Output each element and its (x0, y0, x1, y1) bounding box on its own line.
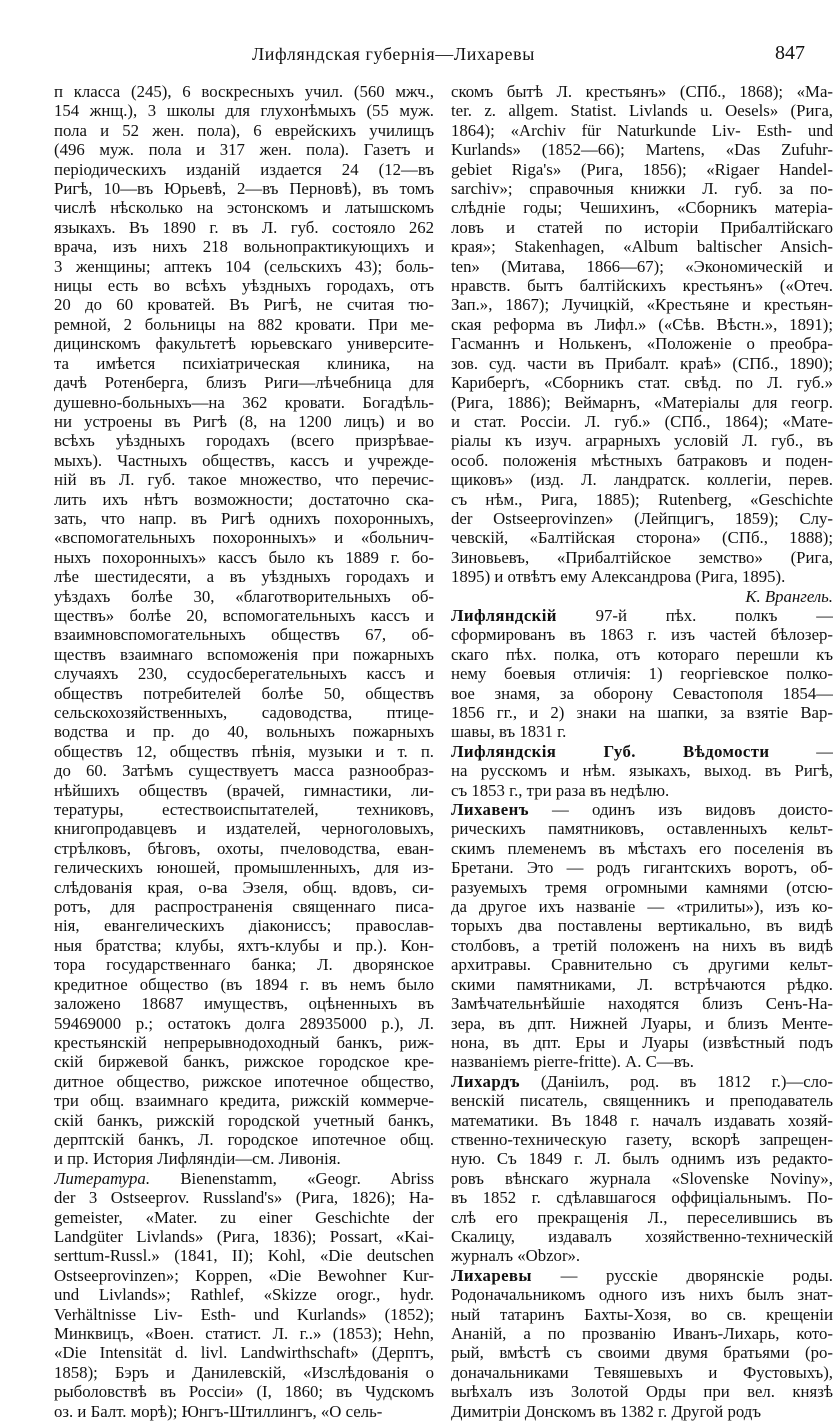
left-column-line: ремной, 2 больницы на 882 кровати. При ме- (54, 314, 434, 334)
left-column-line: скій биржевой банкъ, рижское городское кре- (54, 1052, 434, 1072)
right-column-line: Родоначальникомъ одного изъ нихъ былъ знат- (451, 1285, 833, 1305)
left-column-line: всѣхъ уѣздныхъ городахъ (всего призрѣвае- (54, 431, 434, 451)
right-column-line: Лихаревы — русскіе дворянскіе роды. (451, 1265, 833, 1285)
left-column-line: книгопродавцевъ и издателей, черноголовыхъ, (54, 819, 434, 839)
right-column-line: ный татаринъ Бахты-Хозя, во св. крещеніи (451, 1304, 833, 1324)
right-column-line: венскій писатель, священникъ и преподаватель (451, 1091, 833, 1111)
right-column-line: 1864); «Archiv für Naturkunde Liv- Esth- und (451, 120, 833, 140)
left-column-line: Ostseeprovinzen»; Koppen, «Die Bewohner Kur- (54, 1265, 434, 1285)
left-column-line: нія, евангелическихъ діакониссъ; православ- (54, 916, 434, 936)
right-column-line: особ. положенія мѣстныхъ батраковъ и поден- (451, 450, 833, 470)
left-column-line: Verhältnisse Liv- Esth- und Kurlands» (1852); (54, 1304, 434, 1324)
right-column-line: Ананій, а по прозванію Иванъ-Лихарь, кото- (451, 1324, 833, 1343)
right-column-line: ловъ и статей по исторіи Прибалтійскаго (451, 217, 833, 237)
left-column-line: лѣе шестидесяти, а въ уѣздныхъ городахъ и (54, 567, 434, 587)
right-column-line: шавы, въ 1831 г. (451, 722, 567, 742)
left-column-line: ществъ» болѣе 20, вспомогательныхъ кассъ и (54, 605, 434, 625)
left-column-line: дерптскій банкъ, Л. городское ипотечное общ. (54, 1129, 434, 1149)
right-column-line: выѣхалъ изъ Золотой Орды при вел. князѣ (451, 1382, 833, 1402)
right-column-line: журналъ «Obzor». (451, 1246, 581, 1266)
right-column-line: К. Врангель. (745, 586, 833, 606)
left-column-line: (496 муж. пола и 317 жен. пола). Газетъ и (54, 140, 434, 160)
right-column-line: математики. Въ 1848 г. началъ издавать хозяй- (451, 1110, 833, 1130)
right-column-line: нему боевыя отличія: 1) георгіевское полко- (451, 664, 833, 684)
left-column-line: гелическихъ юношей, промышленныхъ, для из- (54, 858, 434, 878)
right-column-line: ріалы къ изуч. аграрныхъ условій Л. губ., въ (451, 431, 833, 451)
left-column-line: дицинскомъ факультетѣ юрьевскаго университе- (54, 334, 434, 354)
right-column-line: Kurlands» (1852—66); Martens, «Das Zufuhr- (451, 140, 833, 160)
left-column-line: уѣздахъ болѣе 30, «благотворительныхъ об- (54, 586, 434, 606)
left-column-line: та имѣется психіатрическая клиника, на (54, 353, 434, 373)
left-column-line: тературы, естествоиспытателей, техниковъ, (54, 800, 434, 820)
right-column-line: слѣ его прекращенія Л., переселившись въ (451, 1207, 833, 1227)
right-column-line: 1895) и отвѣтъ ему Александрова (Рига, 1895). (451, 567, 786, 587)
right-column-line: архитравы. Сравнительно съ другими кельт- (451, 955, 833, 975)
right-column-line: Бретани. Это — родъ гигантскихъ воротъ, об- (451, 858, 833, 878)
left-column-line: рыболовствѣ въ Россіи» (I, 1860; въ Чудскомъ (54, 1382, 434, 1402)
right-column-line: Замѣчательнѣйшіе находятся близъ Сенъ-На- (451, 994, 833, 1014)
right-column-line: der Ostseeprovinzen» (Лейпцигъ, 1859); Слу- (451, 508, 833, 528)
right-column-line: да другое ихъ названіе — «трилиты»), изъ ко- (451, 897, 833, 917)
left-column-line: взаимновспомогательныхъ обществъ 67, об- (54, 625, 434, 645)
right-column-line: 1856 гг., и 2) знаки на шапки, за взятіе Вар- (451, 703, 833, 722)
left-column-line: п класса (245), 6 воскресныхъ учил. (560 мжч., (54, 82, 434, 101)
right-column-line: ская реформа въ Лифл.» («Сѣв. Вѣстн.», 1891); (451, 314, 833, 334)
left-column-line: Минквицъ, «Воен. статист. Л. г..» (1853); Hehn, (54, 1324, 434, 1343)
left-column-line: 3 женщины; аптекъ 104 (сельскихъ 43); боль- (54, 256, 434, 276)
left-column-line: ротъ, для распространенія священнаго писа- (54, 897, 434, 917)
right-column-line: gebiet Riga's» (Рига, 1856); «Rigaer Handel- (451, 159, 833, 179)
right-column-line: (Рига, 1886); Веймарнъ, «Матеріалы для геогр. (451, 392, 833, 412)
right-column-line: Зап.», 1867); Лучицкій, «Крестьяне и крестьян- (451, 295, 833, 315)
right-column-line: ровъ вѣнскаго журнала «Slovenske Noviny», (451, 1168, 833, 1188)
right-column-line: sarchiv»; справочныя книжки Л. губ. за по- (451, 179, 833, 199)
right-column-line: столбовъ, а третій положенъ на нихъ въ видѣ (451, 935, 833, 955)
left-column-line: пола и 52 жен. пола), 6 еврейскихъ училищъ (54, 120, 434, 140)
running-title: Лифляндская губернія—Лихаревы (252, 44, 535, 64)
right-column-line: скомъ бытѣ Л. крестьянъ» (СПб., 1868); «Ma- (451, 82, 833, 101)
left-column-line: «Die Intensität d. livl. Landwirthschaft» (Дерптъ, (54, 1343, 434, 1363)
left-column-line: до 60. Затѣмъ существуетъ масса разнообраз- (54, 761, 434, 781)
right-column-line: зера, въ дпт. Нижней Луары, и близъ Менте- (451, 1013, 833, 1033)
left-column-line: мыхъ). Частныхъ обществъ, кассъ и учрежде- (54, 450, 434, 470)
left-column-line: 20 до 60 кроватей. Въ Ригѣ, не считая тю- (54, 295, 434, 315)
left-column-line: дачѣ Ротенберга, близъ Риги—лѣчебница для (54, 373, 434, 393)
right-column-line: сформированъ въ 1863 г. изъ частей бѣлозер- (451, 625, 833, 645)
left-column-line: ній въ Л. губ. такое множество, что перечис- (54, 470, 434, 490)
right-column-line: названіемъ pierre-fritte). А. С—въ. (451, 1052, 694, 1072)
left-column-line: три общ. взаимнаго кредита, рижскій коммерче- (54, 1091, 434, 1111)
right-column-line: скаго пѣх. полка, отъ котораго перешли къ (451, 644, 833, 664)
left-column-line: 1858); Бэръ и Данилевскій, «Изслѣдованія о (54, 1362, 434, 1382)
right-column-line: на русскомъ и нѣм. языкахъ, выход. въ Ригѣ, (451, 761, 833, 781)
left-column-line: Литература. Bienenstamm, «Geogr. Abriss (54, 1168, 434, 1188)
left-column-line: дитное общество, рижское ипотечное общество, (54, 1071, 434, 1091)
left-column-line: языкахъ. Въ 1890 г. въ Л. губ. состояло 262 (54, 217, 434, 237)
left-column-line: лить ихъ нѣтъ возможности; достаточно ска- (54, 489, 434, 509)
right-column-line: Гасманнъ и Нолькенъ, «Положеніе о преобра- (451, 334, 833, 354)
right-column-line: нона, въ дпт. Еры и Луары (извѣстный подъ (451, 1032, 833, 1052)
right-column-line: ter. z. allgem. Statist. Livlands u. Oesels» (Рига, (451, 101, 833, 121)
right-column-line: чевскій, «Балтійская сторона» (СПб., 1888); (451, 528, 833, 548)
left-column-line: водства и пр. до 40, вольныхъ пожарныхъ (54, 722, 434, 742)
left-column-line: ни устроены въ Ригѣ (8, на 1200 лицъ) и во (54, 411, 434, 431)
right-column-line: съ нѣм., Рига, 1885); Rutenberg, «Geschichte (451, 489, 833, 509)
left-column-line: ществъ взаимнаго вспоможенія при пожарныхъ (54, 644, 434, 664)
right-column-line: торыхъ два поставлены вертикально, въ видѣ (451, 916, 833, 936)
left-column-line: ницы есть во всѣхъ уѣздныхъ городахъ, отъ (54, 276, 434, 296)
right-column-line: разуемыхъ тремя огромными камнями (отсю- (451, 877, 833, 897)
left-column-line: der 3 Ostseeprov. Russland's» (Рига, 1826); Ha- (54, 1188, 434, 1208)
left-column-line: періодическихъ изданій издается 24 (12—въ (54, 159, 434, 179)
right-column-line: рическихъ памятниковъ, оставленныхъ кельт- (451, 819, 833, 839)
left-column-line: и пр. История Лифляндіи—см. Ливонія. (54, 1149, 341, 1169)
right-column-line: нравств. бытъ балтійскихъ крестьянъ» («Отеч. (451, 276, 833, 296)
right-column-line: слѣдніе годы; Чешихинъ, «Сборникъ матеріа- (451, 198, 833, 218)
left-column-line: кредитное общество (въ 1894 г. въ немъ было (54, 974, 434, 994)
right-column-line: ственно-техническую газету, вскорѣ запрещен- (451, 1129, 833, 1149)
left-column-line: 154 жнщ.), 3 школы для глухонѣмыхъ (55 муж. (54, 101, 434, 121)
left-column-line: Ригѣ, 10—въ Юрьевѣ, 2—въ Перновѣ), въ томъ (54, 179, 434, 199)
right-column-line: скими памятниками, Л. встрѣчаются рѣдко. (451, 974, 833, 994)
right-column-line: зов. суд. части въ Прибалт. краѣ» (СПб., 1890); (451, 353, 833, 373)
left-column-line: душевно-больныхъ—на 362 кровати. Богадѣль- (54, 392, 434, 412)
left-column-line: нѣйшихъ обществъ (врачей, гимнастики, ли- (54, 780, 434, 800)
left-column-line: тора государственнаго банка; Л. дворянское (54, 955, 434, 975)
left-column-line: Landgüter Livlands» (Рига, 1836); Possart, «Kai- (54, 1226, 434, 1246)
right-column-line: съ 1853 г., три раза въ недѣлю. (451, 780, 670, 800)
right-column-line: доначальниками Тевяшевыхъ и Фустовыхъ), (451, 1362, 833, 1382)
right-column-line: рый, вмѣстѣ съ своими двумя братьями (ро- (451, 1343, 833, 1363)
right-column-line: края»; Stakenhagen, «Album baltischer Ansich- (451, 237, 833, 257)
left-column-line: ныхъ похоронныхъ» кассъ было къ 1889 г. бо- (54, 547, 434, 567)
left-column-line: оз. и Балт. морѣ); Юнгъ-Штиллингъ, «О сель- (54, 1401, 383, 1421)
right-column-line: ten» (Митава, 1866—67); «Экономическій и (451, 256, 833, 276)
right-column-line: Лихавенъ — одинъ изъ видовъ доисто- (451, 800, 833, 820)
right-column-line: вое знамя, за оборону Севастополя 1854— (451, 683, 833, 703)
left-column-line: обществъ потребителей болѣе 50, обществъ (54, 683, 434, 703)
left-column-line: случаяхъ 230, ссудосберегательныхъ кассъ и (54, 664, 434, 684)
right-column-line: Скалицу, издавалъ хозяйственно-техническій (451, 1226, 833, 1246)
right-column-line: и стат. Россіи. Л. губ.» (СПб., 1864); «Мате- (451, 411, 833, 431)
right-column-line: въ 1852 г. сдѣлавшагося оффиціальнымъ. По- (451, 1188, 833, 1208)
right-column (451, 82, 833, 1421)
left-column-line: serttum-Russl.» (1841, II); Kohl, «Die deutschen (54, 1246, 434, 1266)
left-column-line: скій банкъ, рижскій городской учетный банкъ, (54, 1110, 434, 1130)
left-column-line: und Livlands»; Rathlef, «Skizze orogr., hydr. (54, 1285, 434, 1305)
left-column-line: врача, изъ нихъ 218 вольнопрактикующихъ и (54, 237, 434, 257)
left-column-line: ныя братства; клубы, яхтъ-клубы и пр.). Кон- (54, 935, 434, 955)
left-column-line: стрѣлковъ, бѣговъ, охоты, пчеловодства, еван- (54, 838, 434, 858)
left-column-line: 59469000 р.; остатокъ долга 28935000 р.), Л. (54, 1013, 434, 1033)
right-column-line: Лифляндскія Губ. Вѣдомости — (451, 741, 833, 761)
left-column-line: числѣ нѣсколько на эстонскомъ и латышскомъ (54, 198, 434, 218)
right-column-line: Зиновьевъ, «Прибалтійское земство» (Рига, (451, 547, 833, 567)
right-column-line: Лифляндскій 97-й пѣх. полкъ — (451, 605, 833, 625)
left-column-line: сельскохозяйственныхъ, садоводства, птице- (54, 703, 434, 722)
left-column-line: крестьянскій непрерывнодоходный банкъ, риж- (54, 1032, 434, 1052)
left-column-line: gemeister, «Mater. zu einer Geschichte der (54, 1207, 434, 1227)
left-column-line: заложено 18687 имуществъ, оцѣненныхъ въ (54, 994, 434, 1014)
left-column-line: обществъ 12, обществъ пѣнія, музыки и т. п. (54, 741, 434, 761)
right-column-line: Димитріи Донскомъ въ 1382 г. Другой родъ (451, 1401, 761, 1421)
left-column-line: зать, что напр. въ Ригѣ однихъ похоронныхъ, (54, 508, 434, 528)
left-column-line: «вспомогательныхъ похоронныхъ» и «больнич- (54, 528, 434, 548)
left-column-line: слѣдованія края, о-ва Эзеля, общ. вдовъ, си- (54, 877, 434, 897)
right-column-line: скимъ племенемъ въ мѣстахъ его поселенія въ (451, 838, 833, 858)
page-number: 847 (775, 42, 805, 64)
left-column (54, 82, 434, 1421)
right-column-line: щиковъ» (изд. Л. ландратск. коллегіи, перев. (451, 470, 833, 490)
right-column-line: Кариберґъ, «Сборникъ стат. свѣд. по Л. губ.» (451, 373, 833, 393)
right-column-line: ную. Съ 1849 г. Л. былъ однимъ изъ редакто- (451, 1149, 833, 1169)
right-column-line: Лихардъ (Даніилъ, род. въ 1812 г.)—сло- (451, 1071, 833, 1091)
